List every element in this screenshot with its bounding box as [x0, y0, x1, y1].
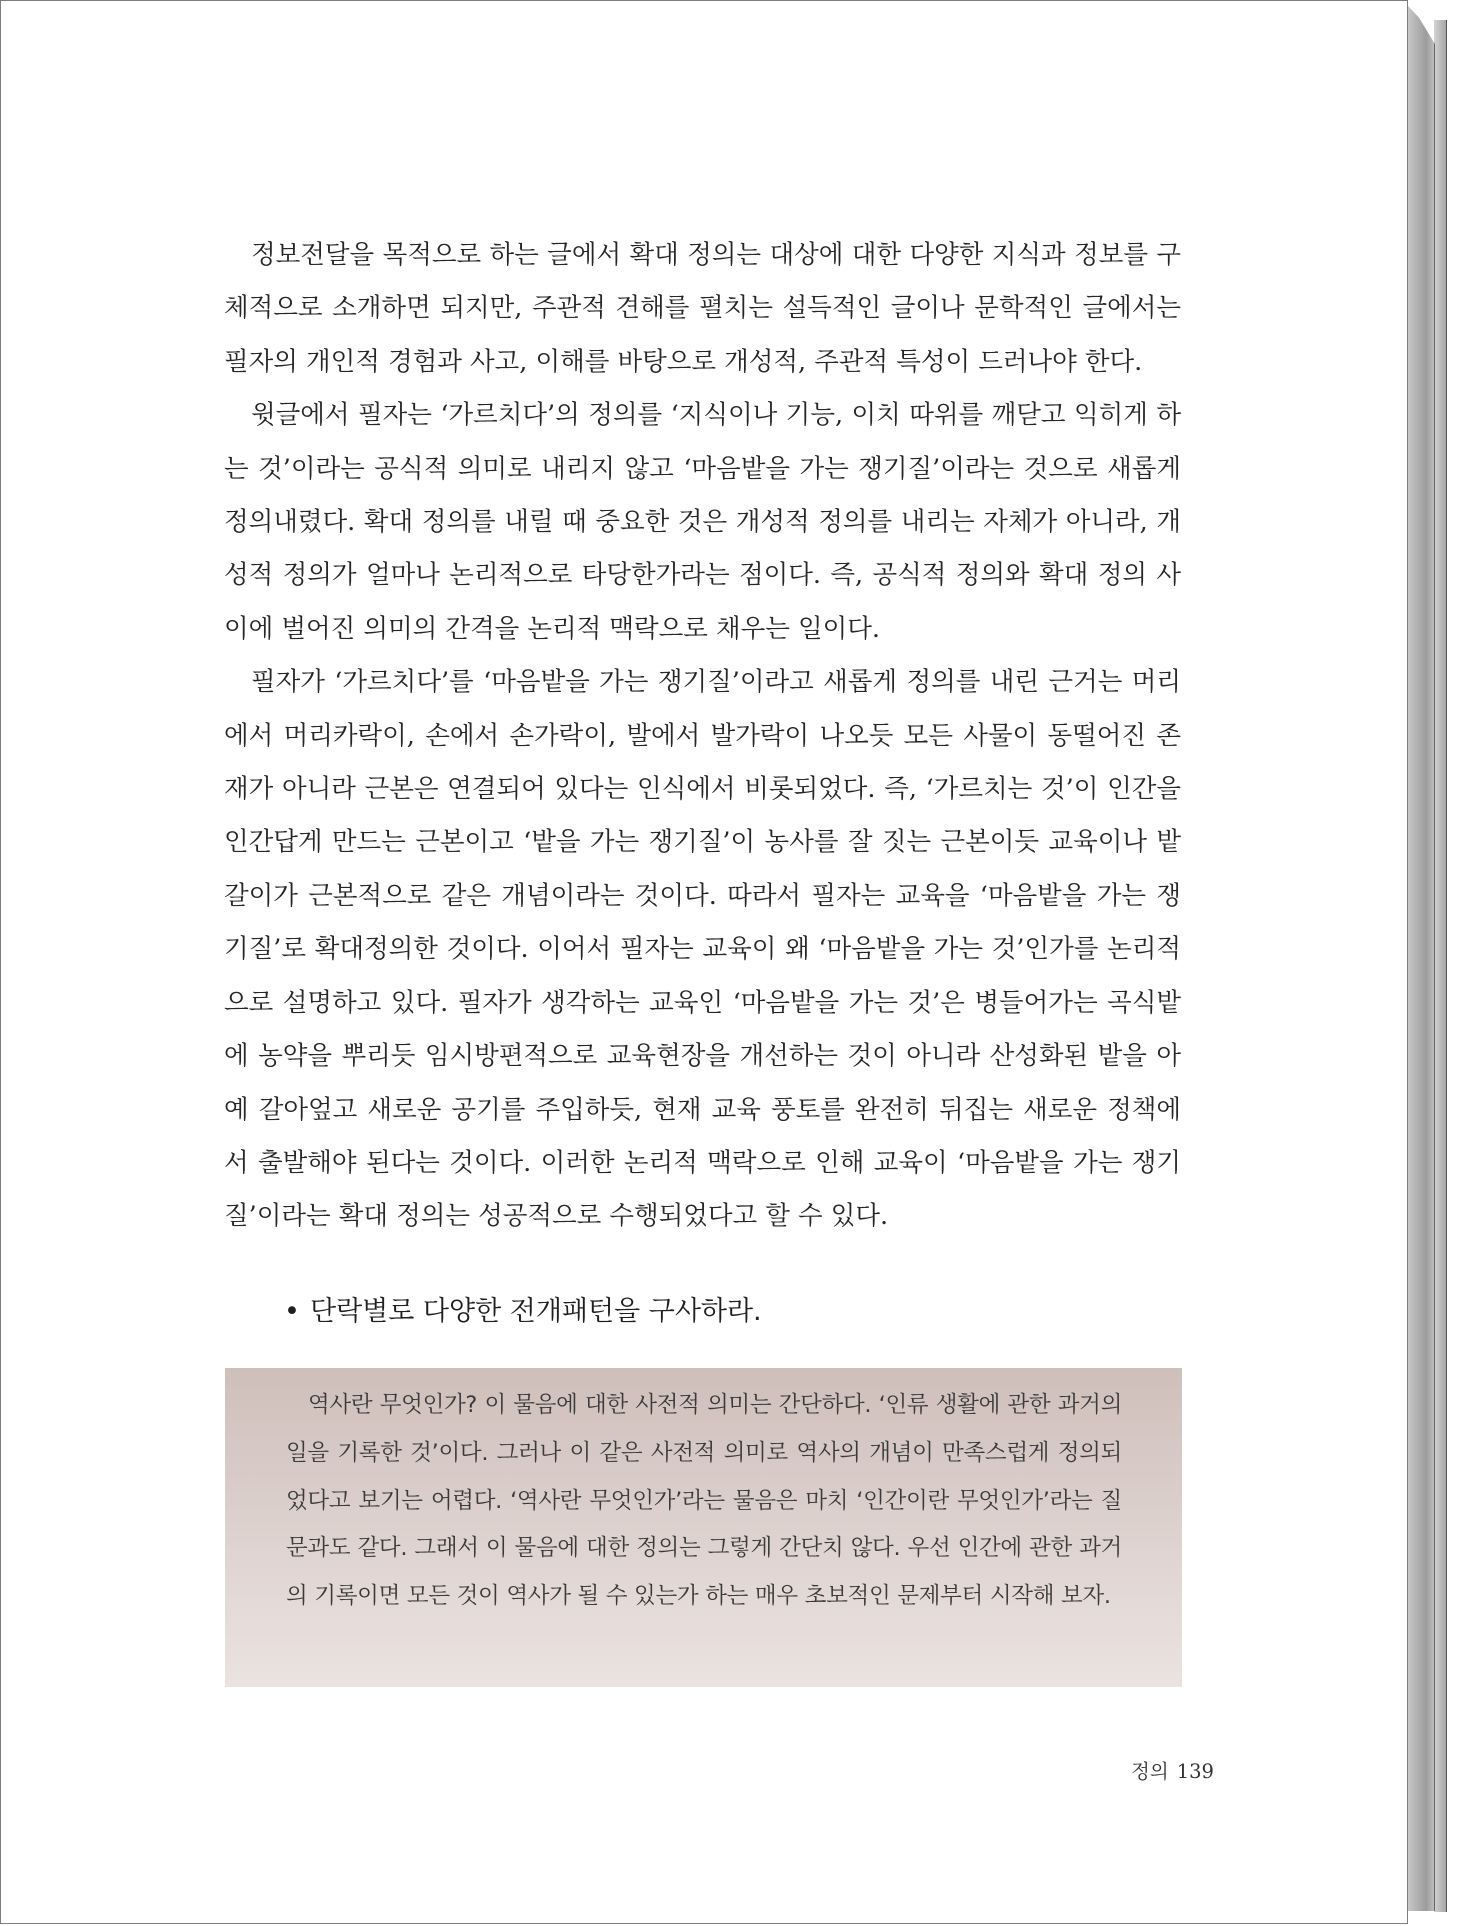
bullet-heading — [284, 1289, 762, 1328]
paragraph-2: 윗글에서 필자는 ‘가르치다’의 정의를 ‘지식이나 기능, 이치 따위를 깨닫고 익히게 하는 것’이라는 공식적 의미로 내리지 않고 ‘마음밭을 가는 쟁기질’이라는 것으로 새롭게 정의내렸다. 확대 정의를 내릴 때 중요한 것은 개성적 정의를 내리는 자체가 아니라, 개성적 정의가 얼마나 논리적으로 타당한가라는 점이다. 즉, 공식적 정의와 확대 정의 사이에 벌어진 의미의 간격을 논리적 맥락으로 채우는 일이다. — [224, 400, 1181, 644]
bullet-marker: • — [284, 1296, 300, 1327]
page-number: 139 — [1176, 1760, 1214, 1783]
example-box — [225, 1368, 1182, 1687]
paragraph-3: 필자가 ‘가르치다’를 ‘마음밭을 가는 쟁기질’이라고 새롭게 정의를 내린 근거는 머리에서 머리카락이, 손에서 손가락이, 발에서 발가락이 나오듯 모든 사물이 동떨어진 존재가 아니라 근본은 연결되어 있다는 인식에서 비롯되었다. 즉, ‘가르치는 것’이 인간을 인간답게 만드는 근본이고 ‘밭을 가는 쟁기질’이 농사를 잘 짓는 근본이듯 교육이나 밭갈이가 근본적으로 같은 개념이라는 것이다. 따라서 필자는 교육을 ‘마음밭을 가는 쟁기질’로 확대정의한 것이다. 이어서 필자는 교육이 왜 ‘마음밭을 가는 것’인가를 논리적으로 설명하고 있다. 필자가 생각하는 교육인 ‘마음밭을 가는 것’은 병들어가는 곡식밭에 농약을 뿌리듯 임시방편적으로 교육현장을 개선하는 것이 아니라 산성화된 밭을 아예 갈아엎고 새로운 공기를 주입하듯, 현재 교육 풍토를 완전히 뒤집는 새로운 정책에서 출발해야 된다는 것이다. 이러한 논리적 맥락으로 인해 교육이 ‘마음밭을 가는 쟁기질’이라는 확대 정의는 성공적으로 수행되었다고 할 수 있다. — [224, 667, 1181, 1232]
footer-section-title: 정의 — [1131, 1760, 1169, 1783]
page-stack-edge-inner — [1408, 6, 1435, 1911]
bullet-heading-text: 단락별로 다양한 전개패턴을 구사하라. — [310, 1296, 762, 1327]
page-stack-edge — [1434, 20, 1447, 1912]
body-text — [224, 229, 1181, 1244]
example-box-text: 역사란 무엇인가? 이 물음에 대한 사전적 의미는 간단하다. ‘인류 생활에 관한 과거의 일을 기록한 것’이다. 그러나 이 같은 사전적 의미로 역사의 개념이 만족스럽게 정의되었다고 보기는 어렵다. ‘역사란 무엇인가’라는 물음은 마치 ‘인간이란 무엇인가’라는 질문과도 같다. 그래서 이 물음에 대한 정의는 그렇게 간단치 않다. 우선 인간에 관한 과거의 기록이면 모든 것이 역사가 될 수 있는가 하는 매우 초보적인 문제부터 시작해 보자. — [286, 1392, 1122, 1610]
page-footer — [1131, 1756, 1214, 1784]
paragraph-1: 정보전달을 목적으로 하는 글에서 확대 정의는 대상에 대한 다양한 지식과 정보를 구체적으로 소개하면 되지만, 주관적 견해를 펼치는 설득적인 글이나 문학적인 글에서는 필자의 개인적 경험과 사고, 이해를 바탕으로 개성적, 주관적 특성이 드러나야 한다. — [224, 240, 1181, 377]
